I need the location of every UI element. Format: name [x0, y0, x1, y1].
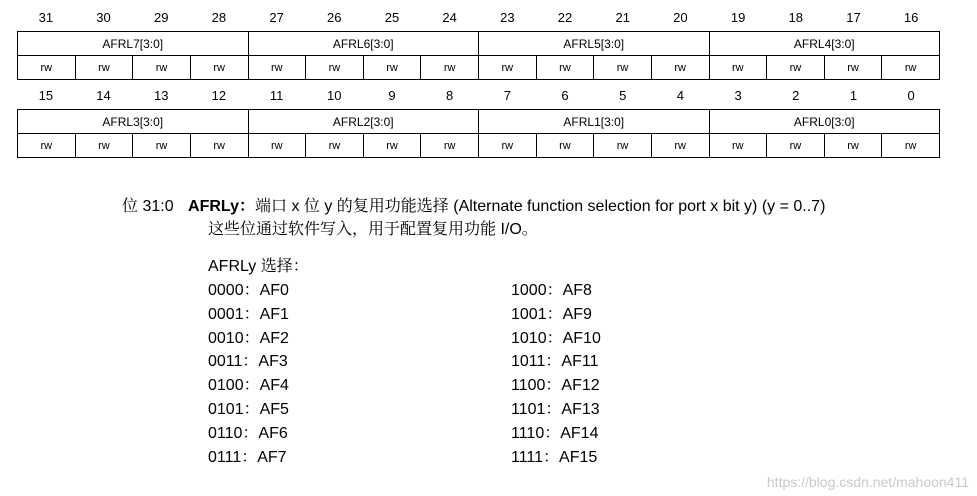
option-item: 0111：AF7 — [208, 448, 287, 466]
option-item: 1001：AF9 — [511, 305, 592, 323]
access-cell: rw — [248, 134, 306, 158]
access-cell: rw — [651, 134, 709, 158]
bit-number: 14 — [96, 88, 111, 103]
bit-number: 10 — [327, 88, 342, 103]
option-item: 1101：AF13 — [511, 400, 600, 418]
bit-number: 26 — [327, 10, 342, 25]
register-field: AFRL4[3:0] — [709, 32, 940, 56]
bit-number: 9 — [388, 88, 396, 103]
option-item: 0010：AF2 — [208, 329, 289, 347]
option-item: 0001：AF1 — [208, 305, 289, 323]
access-cell: rw — [594, 56, 652, 80]
register-field: AFRL2[3:0] — [248, 110, 479, 134]
access-cell: rw — [824, 134, 882, 158]
access-cell: rw — [248, 56, 306, 80]
bit-number: 16 — [903, 10, 919, 25]
bit-number: 31 — [38, 10, 54, 25]
access-cell: rw — [190, 56, 248, 80]
upper-access-row — [18, 56, 940, 80]
access-cell: rw — [306, 56, 364, 80]
option-item: 0110：AF6 — [208, 424, 288, 442]
bit-number: 13 — [153, 88, 169, 103]
bit-number: 0 — [907, 88, 915, 103]
option-item: 0000：AF0 — [208, 282, 289, 299]
lower-access-row — [18, 134, 940, 158]
option-item: 1100：AF12 — [511, 377, 600, 395]
access-cell: rw — [75, 134, 133, 158]
access-cell: rw — [709, 56, 767, 80]
bit-range: 位 31:0 — [122, 198, 174, 215]
access-cell: rw — [882, 56, 940, 80]
bit-number: 2 — [792, 88, 800, 103]
option-item: 1110：AF14 — [511, 424, 599, 442]
bit-number: 29 — [153, 10, 169, 25]
register-field: AFRL7[3:0] — [18, 32, 249, 56]
access-cell: rw — [536, 134, 594, 158]
register-field: AFRL0[3:0] — [709, 110, 940, 134]
bit-number: 19 — [730, 10, 746, 25]
bit-number: 20 — [673, 10, 688, 25]
access-cell: rw — [18, 134, 76, 158]
bit-number: 24 — [442, 10, 457, 25]
lower-register-table — [17, 109, 940, 158]
access-cell: rw — [363, 56, 421, 80]
bit-number: 3 — [734, 88, 742, 103]
access-cell: rw — [536, 56, 594, 80]
bit-number: 23 — [500, 10, 515, 25]
upper-field-row — [18, 32, 940, 56]
bit-number: 5 — [619, 88, 627, 103]
bit-number: 27 — [269, 10, 284, 25]
access-cell: rw — [421, 134, 479, 158]
access-cell: rw — [479, 134, 537, 158]
access-cell: rw — [306, 134, 364, 158]
bit-number: 21 — [615, 10, 630, 25]
bit-number: 4 — [676, 88, 685, 103]
bit-number: 17 — [846, 10, 861, 25]
access-cell: rw — [479, 56, 537, 80]
register-field: AFRL6[3:0] — [248, 32, 479, 56]
bit-number: 1 — [849, 88, 858, 103]
access-cell: rw — [18, 56, 76, 80]
bit-number: 11 — [269, 88, 284, 103]
access-cell: rw — [133, 56, 191, 80]
option-item: 0100：AF4 — [208, 377, 289, 395]
access-cell: rw — [75, 56, 133, 80]
upper-register-table — [17, 31, 940, 80]
field-name: AFRLy： — [188, 198, 256, 215]
bit-number: 15 — [38, 88, 54, 103]
field-description — [122, 196, 825, 218]
watermark: https://blog.csdn.net/mahoon411 — [766, 474, 969, 490]
access-cell: rw — [363, 134, 421, 158]
register-field: AFRL3[3:0] — [18, 110, 249, 134]
option-item: 0101：AF5 — [208, 400, 289, 418]
options-right-column — [511, 279, 601, 469]
access-cell: rw — [709, 134, 767, 158]
access-cell: rw — [651, 56, 709, 80]
access-cell: rw — [824, 56, 882, 80]
field-description-text: 端口 x 位 y 的复用功能选择 (Alternate function selection for port x bit y) (y = 0..7) — [255, 198, 826, 215]
bit-number: 7 — [503, 88, 511, 103]
bit-number: 25 — [384, 10, 400, 25]
option-item: 1011：AF11 — [511, 353, 599, 371]
access-cell: rw — [594, 134, 652, 158]
upper-bit-numbers — [17, 9, 940, 27]
selection-title: AFRLy 选择： — [208, 258, 309, 275]
access-cell: rw — [767, 56, 825, 80]
lower-bit-numbers — [17, 87, 940, 105]
lower-field-row — [18, 110, 940, 134]
register-field: AFRL5[3:0] — [479, 32, 710, 56]
option-item: 1111：AF15 — [511, 448, 598, 466]
option-item: 1000：AF8 — [511, 282, 592, 299]
bit-number: 22 — [557, 10, 573, 25]
option-item: 0011：AF3 — [208, 353, 288, 371]
bit-number: 30 — [96, 10, 111, 25]
access-cell: rw — [133, 134, 191, 158]
bit-number: 8 — [446, 88, 454, 103]
bit-number: 18 — [788, 10, 804, 25]
bit-number: 12 — [211, 88, 227, 103]
description-line-2: 这些位通过软件写入，用于配置复用功能 I/O。 — [208, 221, 538, 238]
access-cell: rw — [421, 56, 479, 80]
bit-number: 28 — [211, 10, 227, 25]
bit-number: 6 — [561, 88, 569, 103]
access-cell: rw — [190, 134, 248, 158]
access-cell: rw — [882, 134, 940, 158]
register-field: AFRL1[3:0] — [479, 110, 710, 134]
option-item: 1010：AF10 — [511, 329, 601, 347]
access-cell: rw — [767, 134, 825, 158]
options-left-column — [208, 279, 289, 469]
